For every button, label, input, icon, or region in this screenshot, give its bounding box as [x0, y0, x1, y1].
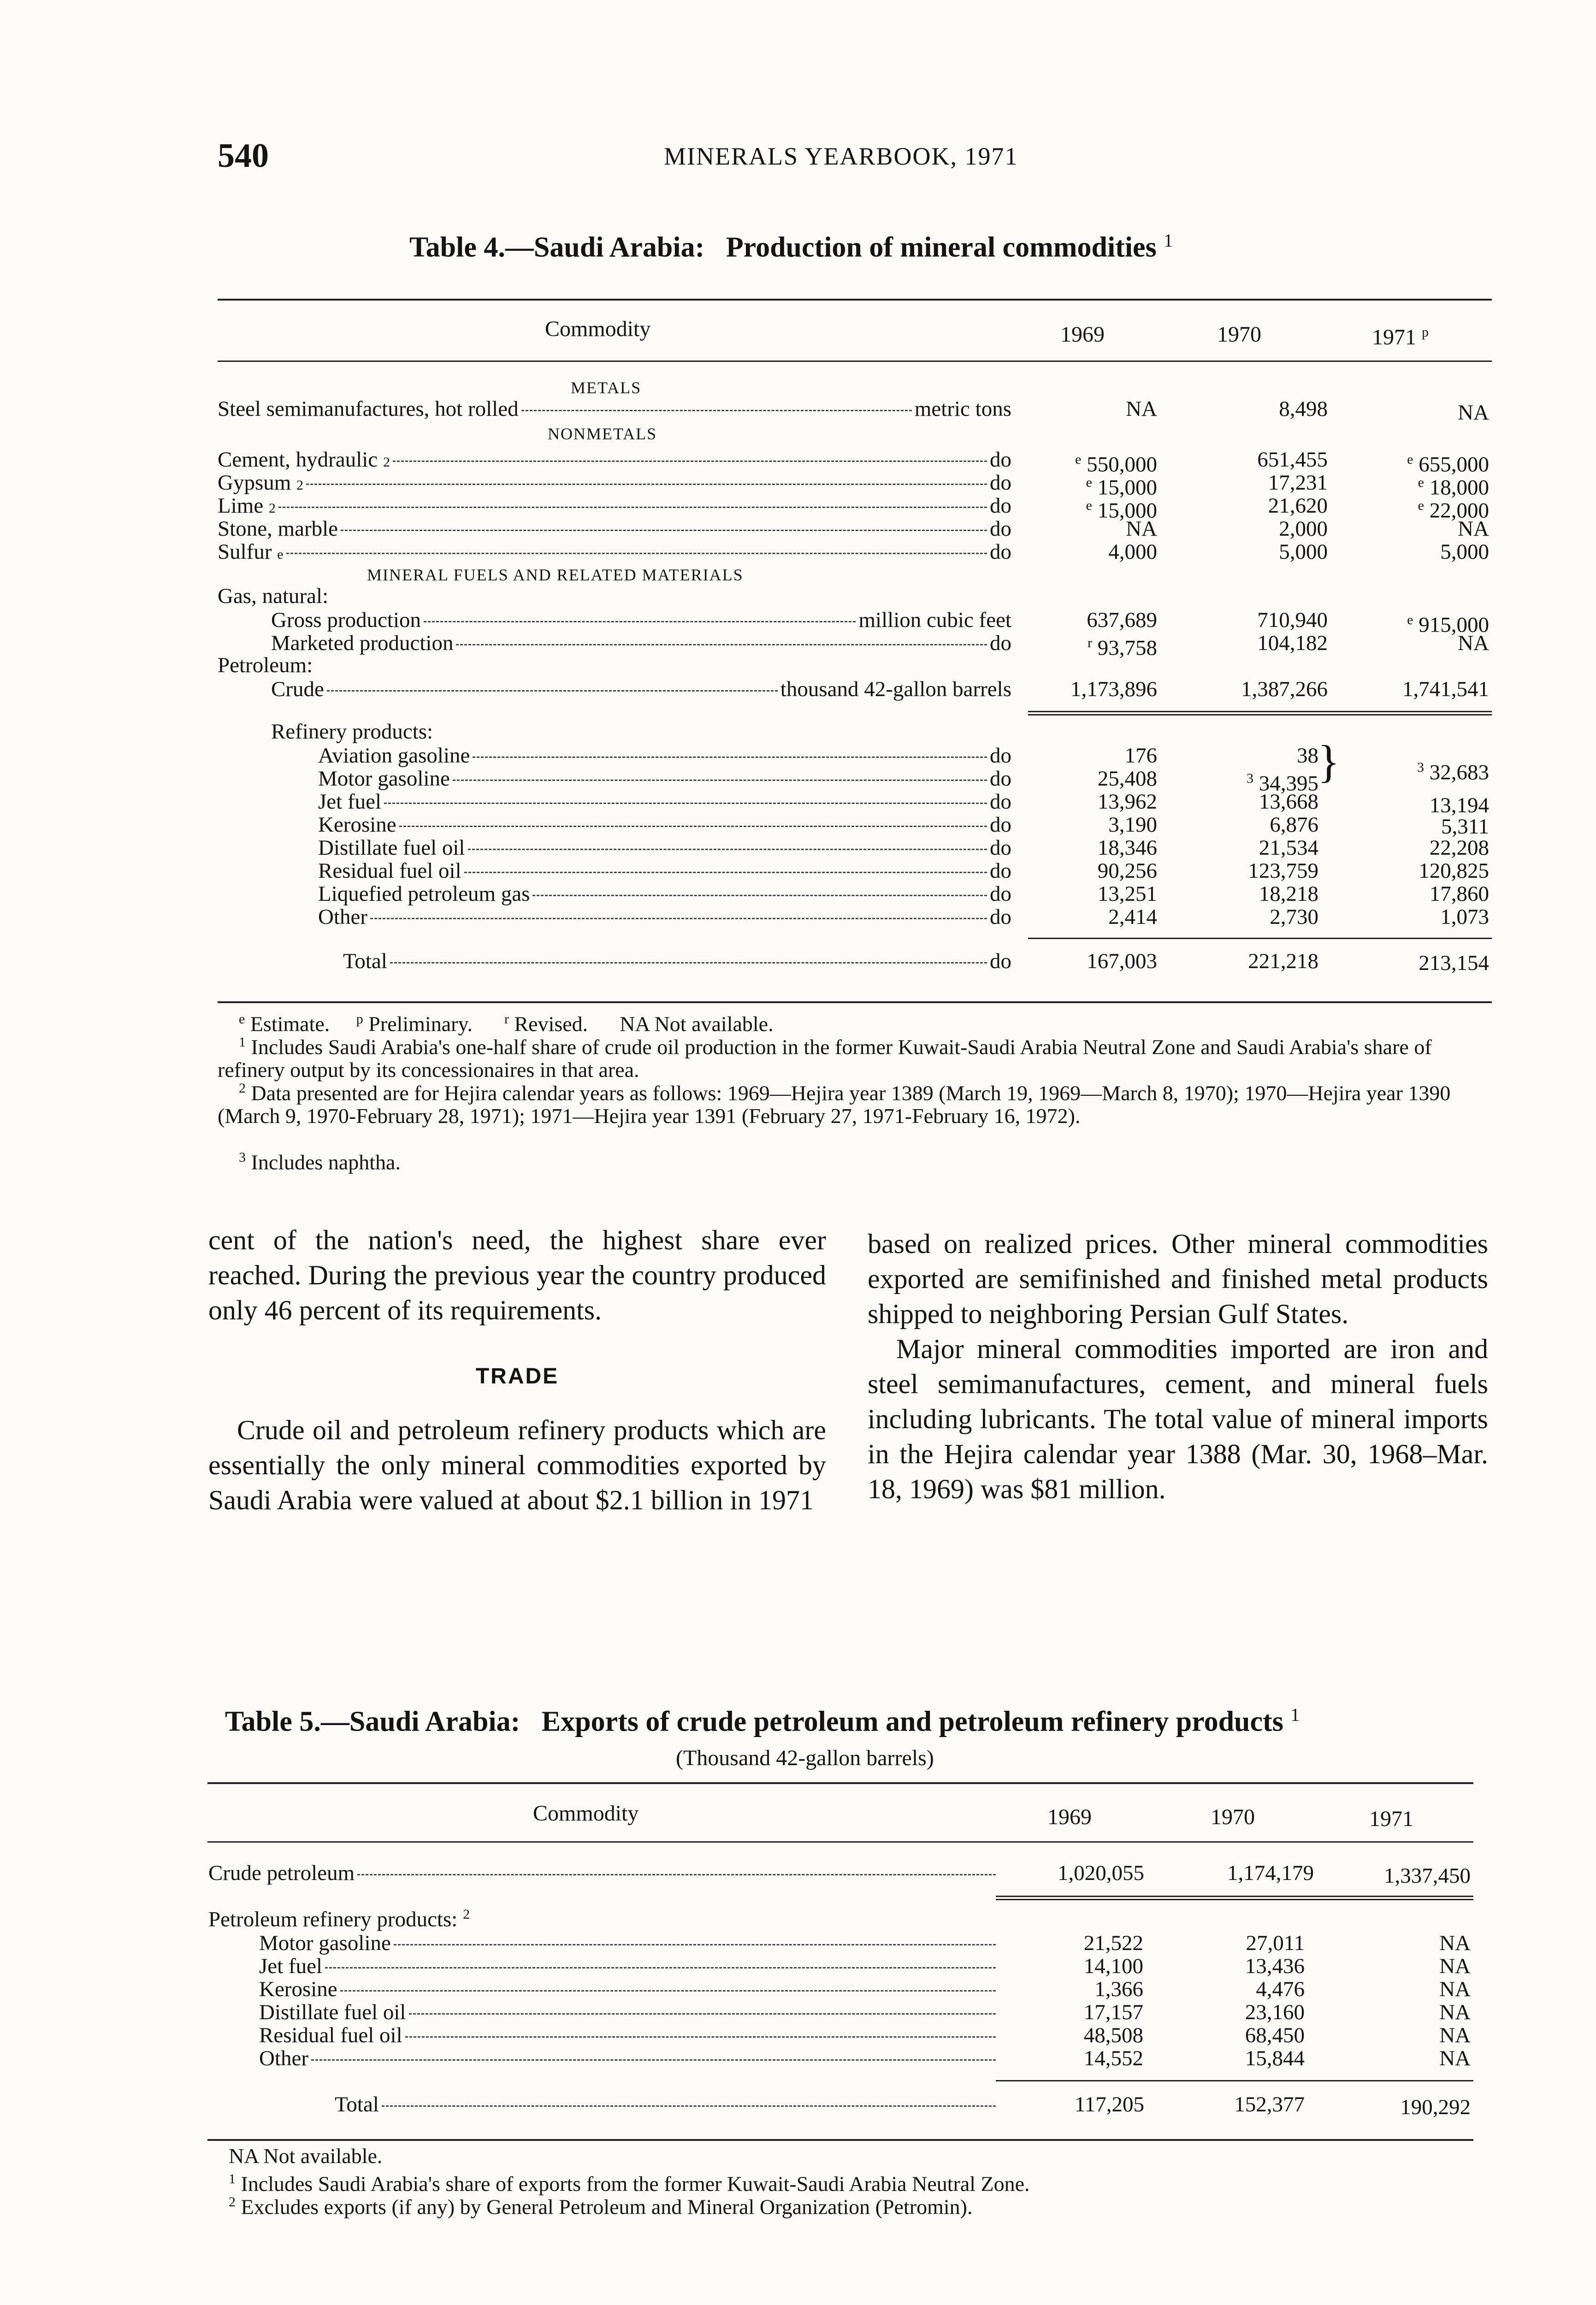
footnote-na: NA Not available.: [229, 2144, 383, 2168]
row-unit: do: [990, 836, 1011, 859]
row-label-text: Gross production: [271, 609, 421, 632]
cell-1969: 1,366: [1094, 1977, 1143, 2001]
table-row: [0, 859, 1596, 882]
row-label: [259, 1932, 999, 1955]
table-5-col-1970: 1970: [1211, 1805, 1255, 1829]
cell-1969: 176: [1124, 744, 1157, 768]
cell-1970: 21,534: [1259, 836, 1318, 860]
row-label: [318, 790, 1011, 813]
cell-value: 550,000: [1087, 452, 1157, 477]
row-label: [259, 1978, 999, 2001]
footnote-number: 3: [239, 1150, 246, 1165]
leader-dots: [286, 553, 987, 554]
footnote-number: 1: [239, 1034, 246, 1050]
cell-1969: 2,414: [1108, 905, 1157, 929]
section-metals: METALS: [571, 378, 642, 397]
row-label: [218, 471, 1011, 497]
cell-value: 15,000: [1097, 498, 1157, 523]
row-label: [271, 632, 1011, 655]
table-4-title: [409, 230, 1173, 264]
cell-1970: 1,174,179: [1227, 1861, 1314, 1885]
cell-1969: 90,256: [1097, 859, 1157, 883]
row-label: [318, 813, 1011, 836]
row-label-text: Steel semimanufactures, hot rolled: [218, 397, 519, 420]
table-row: [0, 397, 1596, 425]
row-label-text: Crude: [271, 678, 324, 701]
cell-1971: 213,154: [1419, 951, 1489, 975]
leader-dots: [405, 2036, 996, 2038]
cell-value: 18,000: [1429, 475, 1489, 500]
row-label: [218, 540, 1011, 566]
row-label: [318, 767, 1011, 790]
row-label: [218, 397, 1011, 420]
cell-1969: 14,552: [1083, 2046, 1143, 2070]
group-label: Petroleum refinery products:: [208, 1907, 458, 1932]
table-4-col-1969: 1969: [1060, 322, 1105, 347]
table-4-title-text: Production of mineral commodities: [726, 231, 1157, 263]
table-row: [0, 1955, 1596, 1978]
leader-dots: [311, 2059, 996, 2061]
row-label: [271, 678, 1011, 701]
cell-1969: 48,508: [1083, 2023, 1143, 2047]
page-number: 540: [218, 137, 269, 175]
row-label-text: Other: [259, 2047, 309, 2070]
cell-1970: 1,387,266: [1241, 677, 1328, 701]
row-label: [218, 517, 1011, 540]
cell-1971: 22,208: [1429, 836, 1489, 860]
table-row: [0, 471, 1596, 500]
estimate-marker: e: [1086, 498, 1092, 513]
row-unit: million cubic feet: [858, 609, 1011, 632]
total-rule: [996, 2080, 1473, 2081]
table-4-bottom-rule: [218, 1001, 1492, 1003]
row-label: [343, 950, 1011, 973]
row-label: [218, 494, 1011, 520]
row-label-text: Crude petroleum: [208, 1862, 355, 1885]
table-5-top-rule: [207, 1782, 1473, 1784]
cell-value: 93,758: [1097, 636, 1157, 660]
cell-value: 655,000: [1419, 452, 1489, 477]
row-label-text: Cement, hydraulic: [218, 448, 378, 472]
footnote-1: [218, 1031, 1492, 1082]
cell-1970: 2,730: [1270, 905, 1318, 929]
row-label: [259, 1955, 999, 1978]
cell-value: 34,395: [1259, 771, 1318, 796]
row-note: 3: [1417, 760, 1424, 775]
row-unit: do: [990, 905, 1011, 928]
row-unit: do: [990, 767, 1011, 790]
row-note: 3: [1247, 771, 1253, 786]
leader-dots: [357, 1874, 996, 1875]
body-paragraph: cent of the nation's need, the highest share ever reached. During the previous year the country produced only 46 percent of its requirements.: [208, 1225, 826, 1325]
group-gas: Gas, natural:: [218, 584, 329, 608]
table-row: [0, 882, 1596, 905]
leader-dots: [393, 461, 987, 462]
body-paragraph: based on realized prices. Other mineral commodities exported are semifinished and finished metal products shipped to neighboring Persian Gulf States.: [868, 1229, 1488, 1329]
crude-double-rule: [996, 1896, 1473, 1900]
cell-1971: 190,292: [1400, 2095, 1471, 2119]
row-unit: do: [990, 517, 1011, 540]
leader-dots: [424, 621, 856, 622]
cell-1970: 18,218: [1259, 882, 1318, 906]
table-row: [0, 905, 1596, 928]
row-label-text: Stone, marble: [218, 517, 338, 540]
table-4-col-1971: [1372, 325, 1429, 350]
cell-1970: 710,940: [1257, 608, 1328, 632]
footnote-text: Includes Saudi Arabia's share of exports from the former Kuwait-Saudi Arabia Neutral Zone.: [241, 2172, 1030, 2196]
legend-p-symbol: p: [356, 1011, 363, 1027]
footnote-text: Includes Saudi Arabia's one-half share of crude oil production in the former Kuwait-Saudi Arabia Neutral Zone and Saudi Arabia's share of refinery output by its concessionaires in that area.: [218, 1035, 1432, 1082]
row-label-text: Motor gasoline: [318, 767, 450, 790]
table-row: [0, 1932, 1596, 1955]
cell-1971: [1346, 756, 1489, 784]
leader-dots: [464, 872, 987, 873]
leader-dots: [340, 1990, 996, 1992]
cell-1969: 117,205: [1074, 2092, 1144, 2116]
table-4-title-note: 1: [1164, 230, 1173, 251]
table-row-total: [0, 2092, 1596, 2119]
legend-not-available: NA Not available.: [620, 1012, 774, 1036]
section-fuels: MINERAL FUELS AND RELATED MATERIALS: [367, 566, 744, 584]
group-refinery-products: Refinery products:: [271, 720, 433, 744]
row-label-text: Residual fuel oil: [259, 2024, 402, 2047]
row-unit: do: [990, 950, 1011, 973]
cell-value: 15,000: [1097, 475, 1157, 500]
footnote-3: [239, 1146, 401, 1174]
cell-1969: 4,000: [1108, 540, 1157, 564]
table-row: [0, 678, 1596, 701]
row-label-text: Total: [343, 950, 387, 973]
legend-r-symbol: r: [504, 1011, 509, 1027]
cell-1971: 13,194: [1429, 793, 1489, 817]
table-row: [0, 2047, 1596, 2070]
cell-value: 915,000: [1419, 613, 1489, 637]
row-note: e: [277, 547, 284, 562]
legend-revised: Revised.: [514, 1012, 588, 1036]
cell-1970: 68,450: [1245, 2023, 1305, 2047]
cell-1969: 1,173,896: [1070, 677, 1157, 701]
estimate-marker: e: [1418, 498, 1424, 513]
table-row: [0, 2001, 1596, 2024]
cell-1969: 3,190: [1108, 813, 1157, 837]
table-row: [0, 608, 1596, 637]
combined-1971-row: [1346, 756, 1489, 785]
cell-value: 22,000: [1429, 498, 1489, 523]
cell-1970: 27,011: [1246, 1931, 1305, 1955]
footnote-2: [229, 2191, 1473, 2218]
row-label-text: Distillate fuel oil: [259, 2001, 406, 2024]
leader-dots: [409, 2013, 996, 2015]
footnote-text: Excludes exports (if any) by General Petroleum and Mineral Organization (Petromin).: [241, 2195, 973, 2219]
group-petroleum: Petroleum:: [218, 653, 313, 677]
row-label: [318, 859, 1011, 882]
table-row: [0, 448, 1596, 477]
footnote-text: Includes naphtha.: [251, 1150, 401, 1174]
row-label: [259, 2001, 999, 2024]
leader-dots: [453, 780, 987, 781]
row-label: [271, 609, 1011, 632]
table-row: [0, 540, 1596, 563]
leader-dots: [341, 530, 987, 531]
leader-dots: [473, 757, 987, 758]
row-label: [318, 744, 1011, 767]
revised-marker: r: [1088, 635, 1092, 650]
cell-1971: NA: [1439, 2046, 1471, 2070]
table-4-top-rule: [218, 299, 1492, 301]
leader-dots: [384, 803, 987, 804]
table-4-col-commodity: Commodity: [545, 317, 651, 341]
row-label-text: Marketed production: [271, 632, 454, 655]
row-label: [335, 2093, 999, 2116]
cell-1969: 13,962: [1097, 790, 1157, 814]
leader-dots: [390, 962, 987, 963]
cell-1969: 167,003: [1087, 949, 1157, 973]
table-4-title-prefix: Table 4.—Saudi Arabia:: [409, 231, 705, 263]
table-row: [0, 836, 1596, 859]
cell-1971: 17,860: [1429, 882, 1489, 906]
cell-1969: [1014, 632, 1157, 660]
cell-1969: NA: [1126, 517, 1157, 541]
cell-1970: 13,668: [1259, 790, 1318, 814]
footnote-number: 2: [239, 1081, 246, 1096]
row-label: [259, 2047, 999, 2070]
cell-1969: 18,346: [1097, 836, 1157, 860]
row-label: [318, 882, 1011, 905]
table-5-title-prefix: Table 5.—Saudi Arabia:: [225, 1706, 520, 1738]
cell-1971: 1,337,450: [1384, 1864, 1471, 1888]
row-unit: do: [990, 790, 1011, 813]
row-label-text: Gypsum: [218, 471, 291, 495]
table-row: [0, 2024, 1596, 2047]
table-row: [0, 517, 1596, 540]
table-5-col-1971: 1971: [1369, 1807, 1413, 1831]
body-left-column: [208, 1223, 826, 1518]
cell-1969: 1,020,055: [1058, 1861, 1144, 1885]
row-unit: do: [990, 540, 1011, 564]
row-unit: do: [990, 813, 1011, 836]
leader-dots: [394, 1944, 996, 1945]
cell-1971: NA: [1439, 2000, 1471, 2024]
cell-1970: 5,000: [1279, 540, 1328, 564]
row-label-text: Residual fuel oil: [318, 859, 461, 882]
cell-1971: NA: [1458, 401, 1489, 425]
cell-1970: 123,759: [1248, 859, 1318, 883]
row-label-text: Distillate fuel oil: [318, 836, 465, 859]
row-label-text: Jet fuel: [259, 1955, 323, 1978]
row-unit: do: [990, 632, 1011, 655]
estimate-marker: e: [1075, 452, 1082, 467]
row-unit: do: [990, 494, 1011, 518]
legend-e-symbol: e: [239, 1011, 245, 1027]
legend-estimate: Estimate.: [250, 1012, 330, 1036]
cell-1971: NA: [1458, 631, 1489, 655]
group-refinery-products: [208, 1907, 470, 1932]
cell-1970: 4,476: [1256, 1977, 1305, 2001]
cell-1971: 1,073: [1440, 905, 1489, 929]
leader-dots: [532, 895, 987, 896]
brace-symbol: }: [1318, 736, 1340, 787]
footnote-text: Data presented are for Hejira calendar years as follows: 1969—Hejira year 1389 (March 19, 1969—March 8, 1970); 1970—Hejira year 1390 (March 9, 1970-February 28, 1971); 1971—Hejira year 1391 (February 27, 1971-February 16, 1972).: [218, 1081, 1451, 1128]
row-note: 2: [383, 455, 390, 470]
cell-1969: 637,689: [1087, 608, 1157, 632]
cell-1970: 651,455: [1257, 448, 1328, 472]
row-unit: do: [990, 744, 1011, 767]
footnote-number: 1: [229, 2171, 236, 2187]
cell-1969: 21,522: [1083, 1931, 1143, 1955]
leader-dots: [399, 826, 987, 827]
table-row-total: [0, 950, 1596, 973]
table-5-title: [225, 1704, 1300, 1738]
body-paragraph: Major mineral commodities imported are iron and steel semimanufactures, cement, and mineral fuels including lubricants. The total value of mineral imports in the Hejira calendar year 1388 (Mar. 30, 1968–Mar. 18, 1969) was $81 million.: [868, 1334, 1488, 1504]
estimate-marker: e: [1086, 475, 1092, 490]
cell-1969: 14,100: [1083, 1954, 1143, 1978]
table-row: [0, 494, 1596, 523]
cell-1969: 25,408: [1097, 767, 1157, 791]
cell-1970: 17,231: [1268, 471, 1328, 495]
table-row: [0, 1978, 1596, 2001]
cell-1971: 1,741,541: [1402, 677, 1489, 701]
table-5-col-1969: 1969: [1047, 1805, 1092, 1829]
cell-1970: 152,377: [1234, 2092, 1305, 2116]
row-unit: do: [990, 882, 1011, 905]
table-5-col-commodity: Commodity: [533, 1801, 639, 1826]
table-row: [0, 790, 1596, 817]
row-label-text: Sulfur: [218, 540, 272, 564]
row-label-text: Other: [318, 905, 368, 928]
table-5-header-rule: [207, 1841, 1473, 1843]
row-unit: do: [990, 859, 1011, 882]
row-label-text: Kerosine: [318, 813, 396, 836]
estimate-marker: e: [1418, 475, 1424, 490]
cell-1970: 21,620: [1268, 494, 1328, 518]
table-5-title-text: Exports of crude petroleum and petroleum refinery products: [541, 1706, 1283, 1738]
cell-1970: 2,000: [1279, 517, 1328, 541]
cell-1969: NA: [1126, 397, 1157, 421]
row-label-text: Lime: [218, 494, 264, 518]
cell-1970: 38: [1297, 744, 1318, 768]
footnote-number: 2: [229, 2194, 236, 2210]
leader-dots: [278, 507, 987, 508]
table-5-title-note: 1: [1290, 1704, 1300, 1725]
cell-1971: NA: [1458, 517, 1489, 541]
cell-1970: 8,498: [1279, 397, 1328, 421]
row-label: [318, 905, 1011, 928]
row-unit: thousand 42-gallon barrels: [780, 678, 1011, 701]
cell-1970: 15,844: [1245, 2046, 1305, 2070]
row-label-text: Motor gasoline: [259, 1932, 391, 1955]
row-note: 2: [268, 501, 276, 516]
cell-1969: 17,157: [1083, 2000, 1143, 2024]
col-1971-label: 1971: [1372, 325, 1416, 349]
cell-1970: 13,436: [1245, 1954, 1305, 1978]
cell-1970: 23,160: [1245, 2000, 1305, 2024]
row-label-text: Liquefied petroleum gas: [318, 882, 530, 905]
body-paragraph: Crude oil and petroleum refinery products which are essentially the only mineral commodities exported by Saudi Arabia were valued at about $2.1 billion in 1971: [208, 1415, 826, 1515]
crude-double-rule: [1028, 711, 1492, 715]
estimate-marker: e: [1407, 612, 1413, 627]
body-right-column: [868, 1226, 1488, 1507]
leader-dots: [325, 1967, 996, 1968]
section-nonmetals: NONMETALS: [548, 425, 657, 443]
row-unit: do: [990, 448, 1011, 472]
cell-1970: 104,182: [1257, 631, 1328, 655]
table-5-subtitle: (Thousand 42-gallon barrels): [676, 1746, 934, 1770]
table-row: [0, 1861, 1596, 1888]
leader-dots: [382, 2105, 996, 2107]
table-row: [0, 813, 1596, 839]
leader-dots: [521, 410, 912, 411]
cell-1971: 120,825: [1419, 859, 1489, 883]
table-4-col-1970: 1970: [1217, 322, 1261, 347]
group-note: 2: [463, 1907, 470, 1922]
leader-dots: [327, 690, 778, 692]
cell-value: 32,683: [1429, 760, 1489, 785]
legend-preliminary: Preliminary.: [368, 1012, 473, 1036]
cell-1969: 13,251: [1097, 882, 1157, 906]
cell-1970: 221,218: [1248, 949, 1318, 973]
row-note: 2: [296, 478, 304, 493]
row-label: [259, 2024, 999, 2047]
row-label: [208, 1862, 999, 1885]
cell-1971: 5,000: [1440, 540, 1489, 564]
section-heading-trade: TRADE: [475, 1364, 559, 1389]
leader-dots: [370, 918, 987, 919]
cell-1971: NA: [1439, 2023, 1471, 2047]
estimate-marker: e: [1407, 452, 1413, 467]
row-unit: do: [990, 471, 1011, 495]
footnote-2: [218, 1077, 1492, 1128]
col-1971-marker: p: [1422, 325, 1429, 340]
cell-1971: 5,311: [1441, 815, 1489, 839]
cell-1971: NA: [1439, 1931, 1471, 1955]
cell-1970: 6,876: [1270, 813, 1318, 837]
row-label-text: Total: [335, 2093, 379, 2116]
running-title: MINERALS YEARBOOK, 1971: [664, 142, 1018, 170]
row-label: [218, 448, 1011, 474]
leader-dots: [468, 849, 987, 850]
row-label-text: Jet fuel: [318, 790, 382, 813]
cell-1971: NA: [1439, 1977, 1471, 2001]
row-label: [318, 836, 1011, 859]
leader-dots: [456, 644, 987, 645]
table-4-header-rule: [218, 361, 1492, 362]
row-label-text: Kerosine: [259, 1978, 337, 2001]
row-unit: metric tons: [914, 397, 1011, 420]
total-rule: [1028, 938, 1492, 939]
row-label-text: Aviation gasoline: [318, 744, 470, 767]
table-row: [0, 631, 1596, 660]
cell-1971: NA: [1439, 1954, 1471, 1978]
table-5-bottom-rule: [207, 2139, 1473, 2141]
leader-dots: [306, 484, 987, 485]
